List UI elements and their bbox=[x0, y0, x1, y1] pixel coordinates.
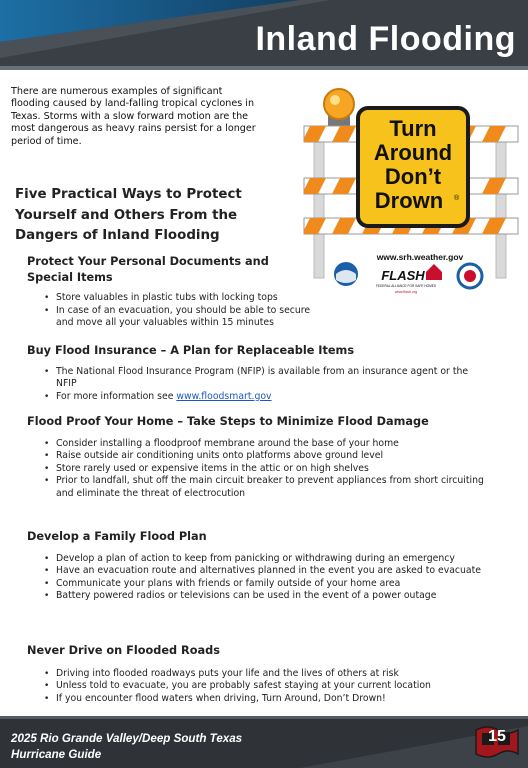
list-item: • Unless told to evacuate, you are probably safest staying at your current location bbox=[27, 680, 497, 693]
section-title: Develop a Family Flood Plan bbox=[27, 530, 207, 543]
list-item: • Prior to landfall, shut off the main circuit breaker to prevent appliances from short circuiting and eliminate the threat of electrocution bbox=[27, 475, 497, 500]
sign-line-3: Don’t bbox=[384, 164, 442, 189]
section-family-flood-plan bbox=[27, 529, 507, 603]
warning-light-icon bbox=[324, 89, 354, 119]
sign-line-4: Drown bbox=[374, 188, 444, 213]
turn-around-dont-drown-sign bbox=[300, 88, 522, 298]
page-header bbox=[0, 0, 528, 70]
bullet-list bbox=[27, 366, 487, 404]
weather-gov-url: www.srh.weather.gov bbox=[376, 252, 464, 262]
main-heading: Five Practical Ways to Protect Yourself and Others From the Dangers of Inland Flooding bbox=[15, 187, 242, 243]
list-item: • Store rarely used or expensive items in the attic or on high shelves bbox=[27, 463, 497, 476]
bullet-list bbox=[27, 553, 487, 603]
list-item: • Store valuables in plastic tubs with locking tops bbox=[27, 292, 317, 305]
intro-paragraph: There are numerous examples of significant flooding caused by land-falling tropical cyclones in Texas. Storms with a slow forward motion are the most dangerous as heavy rains persist for a longer period of time. bbox=[11, 86, 256, 147]
bullet-list bbox=[27, 438, 497, 501]
list-item: • Have an evacuation route and alternatives planned in the event you are asked to evacuate bbox=[27, 565, 487, 578]
section-title: Protect Your Personal Documents and Special Items bbox=[27, 255, 269, 284]
page-title: Inland Flooding bbox=[255, 20, 516, 58]
section-title: Flood Proof Your Home – Take Steps to Minimize Flood Damage bbox=[27, 415, 429, 428]
list-item bbox=[27, 391, 487, 404]
list-item: • Raise outside air conditioning units onto platforms above ground level bbox=[27, 450, 497, 463]
flash-url: www.flash.org bbox=[394, 290, 418, 294]
footer-line-1: 2025 Rio Grande Valley/Deep South Texas bbox=[11, 732, 243, 745]
sign-line-2: Around bbox=[373, 140, 453, 165]
floodsmart-link[interactable]: www.floodsmart.gov bbox=[176, 390, 272, 402]
section-flood-insurance bbox=[27, 343, 507, 403]
page-number-flag bbox=[474, 724, 520, 760]
page-footer bbox=[0, 716, 528, 768]
flash-house-icon bbox=[426, 264, 442, 280]
list-item: • The National Flood Insurance Program (NFIP) is available from an insurance agent or the NFIP bbox=[27, 366, 487, 391]
flash-logo-text: FLASH bbox=[381, 268, 425, 283]
list-item: • Driving into flooded roadways puts your life and the lives of others at risk bbox=[27, 668, 497, 681]
section-never-drive-flooded bbox=[27, 643, 507, 705]
list-item-text: For more information see bbox=[56, 390, 177, 402]
registered-mark: ® bbox=[454, 195, 460, 202]
list-item: • Develop a plan of action to keep from panicking or withdrawing during an emergency bbox=[27, 553, 487, 566]
section-flood-proof-home bbox=[27, 414, 507, 500]
list-item: • If you encounter flood waters when driving, Turn Around, Don’t Drown! bbox=[27, 693, 497, 706]
list-item: • Consider installing a floodproof membrane around the base of your home bbox=[27, 438, 497, 451]
flash-tagline: FEDERAL ALLIANCE FOR SAFE HOMES bbox=[375, 284, 437, 288]
footer-line-2: Hurricane Guide bbox=[11, 748, 102, 761]
bullet-list bbox=[27, 668, 497, 706]
bullet-list bbox=[27, 292, 317, 330]
section-protect-documents bbox=[27, 254, 317, 330]
section-title: Buy Flood Insurance – A Plan for Replaceable Items bbox=[27, 344, 355, 357]
list-item: • Communicate your plans with friends or family outside of your home area bbox=[27, 578, 487, 591]
sign-line-1: Turn bbox=[389, 116, 437, 141]
footer-text bbox=[11, 731, 242, 763]
page-number: 15 bbox=[488, 728, 506, 745]
section-title: Never Drive on Flooded Roads bbox=[27, 644, 220, 657]
list-item: • Battery powered radios or televisions can be used in the event of a power outage bbox=[27, 590, 487, 603]
list-item: • In case of an evacuation, you should be able to secure and move all your valuables within 15 minutes bbox=[27, 305, 326, 330]
